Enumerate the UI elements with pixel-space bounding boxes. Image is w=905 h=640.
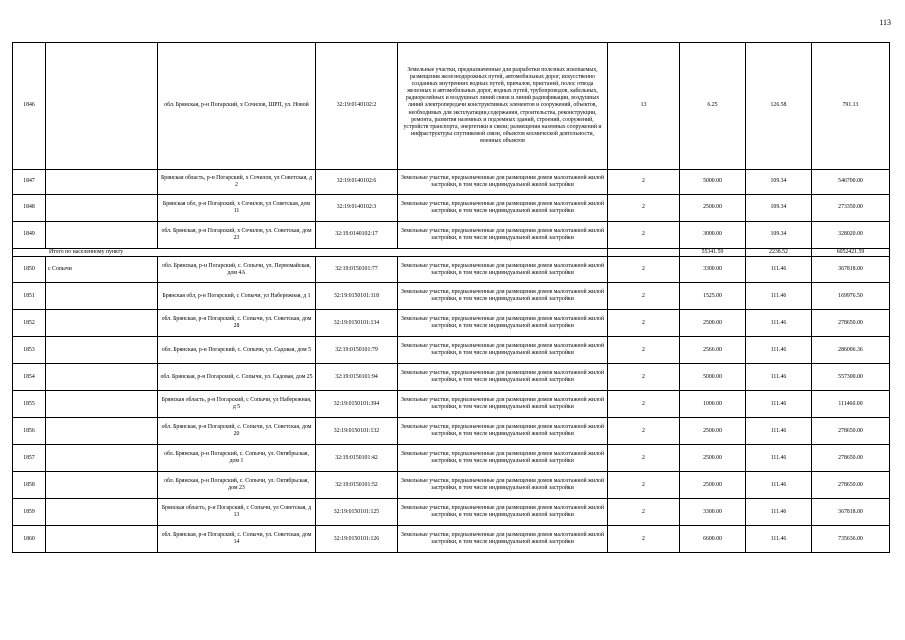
cadastral-number: 32:19:0150101:126 (316, 526, 398, 553)
land-use-purpose: Земельные участки, предназначенные для размещения домов малоэтажной жилой застройки, в том числе индивидуальной жилой застройки (398, 222, 608, 249)
cadastral-rate: 111.46 (746, 391, 812, 418)
table-row (13, 526, 890, 553)
row-number: 1856 (13, 418, 46, 445)
cadastral-value: 278650.00 (812, 472, 890, 499)
cadastral-rate: 109.34 (746, 195, 812, 222)
cadastral-number: 32:19:0150101:79 (316, 337, 398, 364)
land-use-purpose: Земельные участки, предназначенные для размещения домов малоэтажной жилой застройки, в том числе индивидуальной жилой застройки (398, 170, 608, 195)
page-number: 113 (879, 18, 891, 27)
settlement-name (46, 195, 158, 222)
settlement-name (46, 418, 158, 445)
settlement-name: с Сопычи (46, 257, 158, 283)
land-use-purpose: Земельные участки, предназначенные для размещения домов малоэтажной жилой застройки, в том числе индивидуальной жилой застройки (398, 364, 608, 391)
use-group-code: 2 (608, 283, 680, 310)
land-area: 6600.00 (680, 526, 746, 553)
address-cell: обл. Брянская, р-н Погарский, с. Сопычи, ул. Советская, дом 20 (158, 418, 316, 445)
use-group-code: 2 (608, 222, 680, 249)
cadastral-rate: 111.46 (746, 310, 812, 337)
address-cell: обл. Брянская, р-н Погарский, х Сочилов, ШРП, ул. Новой (158, 43, 316, 170)
land-area: 1525.00 (680, 283, 746, 310)
use-group-code: 2 (608, 195, 680, 222)
settlement-name (46, 472, 158, 499)
settlement-name (46, 222, 158, 249)
use-group-code: 2 (608, 472, 680, 499)
cadastral-number: 32:19:0150101:134 (316, 310, 398, 337)
land-use-purpose: Земельные участки, предназначенные для разработки полезных ископаемых, размещения железнодорожных путей, автомобильных дорог, искусственно созданных внутренних водных путей, причалов, пристаней, полос отвода железных и автомобильных дорог, водных путей, трубопроводов, кабельных, радиорелейных и воздушных линий связи и линий радиофикации, воздушных линий электропередачи конструктивных элементов и сооружений, объектов, необходимых для эксплуатации,содержания, строительства, реконструкции, ремонта, развития наземных и подземных зданий, строений, сооружений, устройств транспорта, энергетики и связи; размещения наземных сооружений и инфраструктуры спутниковой связи, объектов космической деятельности, военных объектов (398, 43, 608, 170)
cadastral-rate: 111.46 (746, 526, 812, 553)
address-cell: обл. Брянская, р-н Погарский, с. Сопычи, ул. Октябрьская, дом 1 (158, 445, 316, 472)
settlement-name (46, 391, 158, 418)
table-row (13, 170, 890, 195)
total-value: 6052421.59 (812, 249, 890, 257)
cadastral-value: 278650.00 (812, 310, 890, 337)
table-row (13, 445, 890, 472)
cadastral-rate: 109.34 (746, 170, 812, 195)
use-group-code: 13 (608, 43, 680, 170)
settlement-name (46, 43, 158, 170)
cadastral-value: 791.13 (812, 43, 890, 170)
cadastral-value: 546700.00 (812, 170, 890, 195)
row-number: 1855 (13, 391, 46, 418)
address-cell: Брянская обл, р-н Погарский, с Сопычи, ул Набережная, д 1 (158, 283, 316, 310)
cadastral-rate: 111.46 (746, 364, 812, 391)
land-area: 6.25 (680, 43, 746, 170)
address-cell: обл. Брянская, р-н Погарский, с. Сопычи, ул. Советская, дом 28 (158, 310, 316, 337)
cadastral-rate: 111.46 (746, 418, 812, 445)
table-row (13, 195, 890, 222)
cadastral-value: 328020.00 (812, 222, 890, 249)
table-row (13, 391, 890, 418)
land-area: 2566.00 (680, 337, 746, 364)
land-register-table (12, 42, 890, 553)
address-cell: Брянская обл, р-н Погарский, х Сочилов, ул Советская, дом 11 (158, 195, 316, 222)
use-group-code: 2 (608, 337, 680, 364)
table-row (13, 418, 890, 445)
land-area: 5000.00 (680, 170, 746, 195)
cadastral-number: 32:19:0150101:125 (316, 499, 398, 526)
settlement-name (46, 283, 158, 310)
settlement-name (46, 364, 158, 391)
row-number: 1850 (13, 257, 46, 283)
total-empty-cell (608, 249, 680, 257)
row-number: 1848 (13, 195, 46, 222)
cadastral-rate: 111.46 (746, 257, 812, 283)
table-row (13, 283, 890, 310)
settlement-name (46, 526, 158, 553)
land-area: 2500.00 (680, 445, 746, 472)
table-row (13, 472, 890, 499)
total-label: Итого по населенному пункту (13, 249, 608, 257)
land-use-purpose: Земельные участки, предназначенные для размещения домов малоэтажной жилой застройки, в том числе индивидуальной жилой застройки (398, 418, 608, 445)
total-rate: 2238.52 (746, 249, 812, 257)
land-use-purpose: Земельные участки, предназначенные для размещения домов малоэтажной жилой застройки, в том числе индивидуальной жилой застройки (398, 526, 608, 553)
table-row (13, 43, 890, 170)
rows-before-total (13, 43, 890, 249)
cadastral-number: 32:19:0140102:17 (316, 222, 398, 249)
address-cell: обл. Брянская, р-н Погарский, с. Сопычи, ул. Садовая, дом 25 (158, 364, 316, 391)
use-group-code: 2 (608, 526, 680, 553)
land-use-purpose: Земельные участки, предназначенные для размещения домов малоэтажной жилой застройки, в том числе индивидуальной жилой застройки (398, 472, 608, 499)
land-area: 2500.00 (680, 418, 746, 445)
row-number: 1851 (13, 283, 46, 310)
settlement-name (46, 337, 158, 364)
row-number: 1860 (13, 526, 46, 553)
row-number: 1847 (13, 170, 46, 195)
land-area: 3300.00 (680, 499, 746, 526)
rows-after-total (13, 257, 890, 553)
cadastral-number: 32:19:0140102:6 (316, 170, 398, 195)
land-use-purpose: Земельные участки, предназначенные для размещения домов малоэтажной жилой застройки, в том числе индивидуальной жилой застройки (398, 337, 608, 364)
address-cell: обл. Брянская, р-н Погарский, с. Сопычи, ул. Советская, дом 14 (158, 526, 316, 553)
row-number: 1854 (13, 364, 46, 391)
land-use-purpose: Земельные участки, предназначенные для размещения домов малоэтажной жилой застройки, в том числе индивидуальной жилой застройки (398, 310, 608, 337)
land-area: 5000.00 (680, 364, 746, 391)
cadastral-value: 557300.00 (812, 364, 890, 391)
land-use-purpose: Земельные участки, предназначенные для размещения домов малоэтажной жилой застройки, в том числе индивидуальной жилой застройки (398, 391, 608, 418)
land-area: 1000.00 (680, 391, 746, 418)
table-row (13, 310, 890, 337)
cadastral-number: 32:19:0140102:2 (316, 43, 398, 170)
cadastral-rate: 111.46 (746, 283, 812, 310)
land-use-purpose: Земельные участки, предназначенные для размещения домов малоэтажной жилой застройки, в том числе индивидуальной жилой застройки (398, 257, 608, 283)
land-area: 3300.00 (680, 257, 746, 283)
land-use-purpose: Земельные участки, предназначенные для размещения домов малоэтажной жилой застройки, в том числе индивидуальной жилой застройки (398, 283, 608, 310)
cadastral-number: 32:19:0150101:394 (316, 391, 398, 418)
address-cell: Брянская область, р-н Погарский, с Сопычи, ул Набережная, д 5 (158, 391, 316, 418)
cadastral-number: 32:19:0150101:42 (316, 445, 398, 472)
cadastral-value: 735636.00 (812, 526, 890, 553)
settlement-name (46, 445, 158, 472)
cadastral-value: 273350.00 (812, 195, 890, 222)
settlement-name (46, 310, 158, 337)
use-group-code: 2 (608, 310, 680, 337)
address-cell: обл. Брянская, р-н Погарский, с. Сопычи, ул. Садовая, дом 5 (158, 337, 316, 364)
use-group-code: 2 (608, 499, 680, 526)
cadastral-value: 278650.00 (812, 418, 890, 445)
address-cell: Брянская область, р-н Погарский, х Сочилов, ул Советская, д 2 (158, 170, 316, 195)
cadastral-rate: 111.46 (746, 499, 812, 526)
land-use-purpose: Земельные участки, предназначенные для размещения домов малоэтажной жилой застройки, в том числе индивидуальной жилой застройки (398, 499, 608, 526)
cadastral-value: 367818.00 (812, 499, 890, 526)
table-row (13, 222, 890, 249)
cadastral-number: 32:19:0150101:77 (316, 257, 398, 283)
cadastral-value: 286006.36 (812, 337, 890, 364)
cadastral-number: 32:19:0150101:94 (316, 364, 398, 391)
total-row (13, 249, 890, 257)
cadastral-value: 111460.00 (812, 391, 890, 418)
use-group-code: 2 (608, 170, 680, 195)
address-cell: обл. Брянская, р-н Погарский, х Сочилов, ул. Советская, дом 23 (158, 222, 316, 249)
table-row (13, 337, 890, 364)
row-number: 1853 (13, 337, 46, 364)
row-number: 1859 (13, 499, 46, 526)
row-number: 1857 (13, 445, 46, 472)
table-row (13, 499, 890, 526)
cadastral-value: 367818.00 (812, 257, 890, 283)
settlement-name (46, 499, 158, 526)
settlement-total (13, 249, 890, 257)
land-area: 2500.00 (680, 195, 746, 222)
cadastral-rate: 109.34 (746, 222, 812, 249)
use-group-code: 2 (608, 445, 680, 472)
land-area: 2500.00 (680, 310, 746, 337)
use-group-code: 2 (608, 364, 680, 391)
settlement-name (46, 170, 158, 195)
cadastral-value: 278650.00 (812, 445, 890, 472)
cadastral-rate: 126.58 (746, 43, 812, 170)
table-row (13, 364, 890, 391)
use-group-code: 2 (608, 418, 680, 445)
cadastral-number: 32:19:0150101:132 (316, 418, 398, 445)
cadastral-rate: 111.46 (746, 337, 812, 364)
land-use-purpose: Земельные участки, предназначенные для размещения домов малоэтажной жилой застройки, в том числе индивидуальной жилой застройки (398, 445, 608, 472)
row-number: 1849 (13, 222, 46, 249)
land-area: 3000.00 (680, 222, 746, 249)
address-cell: обл. Брянская, р-н Погарский, с. Сопычи, ул. Первомайская, дом 4А (158, 257, 316, 283)
cadastral-value: 169976.50 (812, 283, 890, 310)
land-area: 2500.00 (680, 472, 746, 499)
row-number: 1852 (13, 310, 46, 337)
row-number: 1858 (13, 472, 46, 499)
row-number: 1846 (13, 43, 46, 170)
cadastral-rate: 111.46 (746, 472, 812, 499)
cadastral-number: 32:19:0140102:3 (316, 195, 398, 222)
cadastral-number: 32:19:0150101:52 (316, 472, 398, 499)
address-cell: обл. Брянская, р-н Погарский, с. Сопычи, ул. Октябрьская, дом 23 (158, 472, 316, 499)
cadastral-rate: 111.46 (746, 445, 812, 472)
cadastral-number: 32:19:0150101:118 (316, 283, 398, 310)
use-group-code: 2 (608, 257, 680, 283)
land-use-purpose: Земельные участки, предназначенные для размещения домов малоэтажной жилой застройки, в том числе индивидуальной жилой застройки (398, 195, 608, 222)
total-area: 55341.59 (680, 249, 746, 257)
table-row (13, 257, 890, 283)
use-group-code: 2 (608, 391, 680, 418)
address-cell: Брянская область, р-н Погарский, с Сопычи, ул Советская, д 13 (158, 499, 316, 526)
